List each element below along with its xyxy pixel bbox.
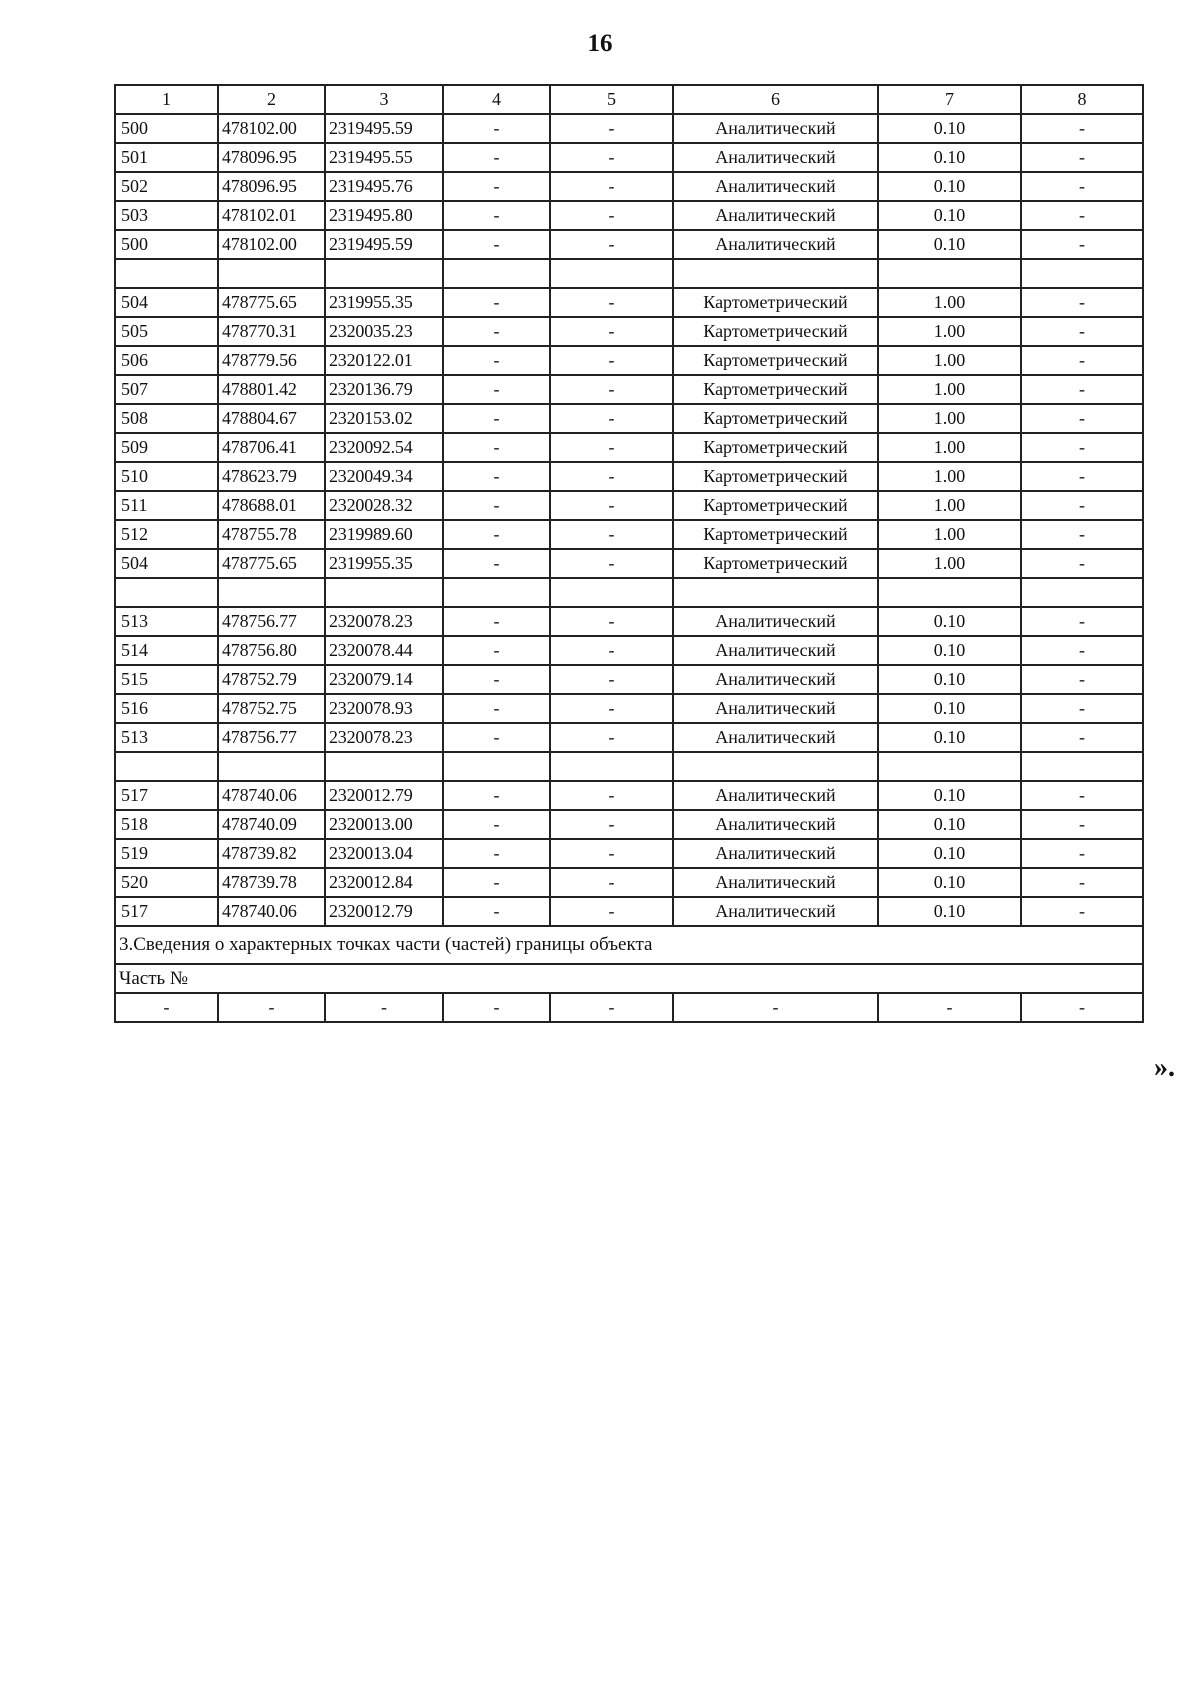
column-number-cell: 8 <box>1021 85 1143 114</box>
table-cell: Аналитический <box>673 781 878 810</box>
table-cell: Картометрический <box>673 433 878 462</box>
empty-cell <box>550 752 673 781</box>
table-cell: - <box>1021 839 1143 868</box>
table-cell: 2320079.14 <box>325 665 443 694</box>
part-number-label: Часть № <box>115 964 1143 993</box>
table-cell: Картометрический <box>673 375 878 404</box>
column-number-cell: 2 <box>218 85 325 114</box>
table-cell: 2320153.02 <box>325 404 443 433</box>
table-cell: - <box>443 694 550 723</box>
closing-quote: ». <box>1154 1052 1175 1083</box>
table-cell: 0.10 <box>878 810 1021 839</box>
table-cell: - <box>443 201 550 230</box>
table-cell: 0.10 <box>878 230 1021 259</box>
table-cell: - <box>550 520 673 549</box>
table-cell: - <box>443 810 550 839</box>
table-cell: 478102.00 <box>218 230 325 259</box>
table-cell: 2320012.79 <box>325 897 443 926</box>
table-cell: 0.10 <box>878 839 1021 868</box>
empty-cell <box>443 752 550 781</box>
table-cell: 0.10 <box>878 607 1021 636</box>
page-number: 16 <box>587 30 613 57</box>
dash-cell: - <box>325 993 443 1022</box>
table-cell: 501 <box>115 143 218 172</box>
dash-cell: - <box>218 993 325 1022</box>
table-cell: - <box>443 230 550 259</box>
table-cell: 506 <box>115 346 218 375</box>
table-cell: - <box>443 839 550 868</box>
table-cell: 1.00 <box>878 491 1021 520</box>
table-cell: 2320078.93 <box>325 694 443 723</box>
table-cell: 512 <box>115 520 218 549</box>
table-cell: 1.00 <box>878 520 1021 549</box>
table-cell: 2320012.79 <box>325 781 443 810</box>
table-cell: 517 <box>115 897 218 926</box>
table-cell: - <box>550 665 673 694</box>
table-cell: 1.00 <box>878 462 1021 491</box>
table-cell: Аналитический <box>673 143 878 172</box>
table-cell: 514 <box>115 636 218 665</box>
table-cell: Аналитический <box>673 636 878 665</box>
table-cell: 0.10 <box>878 897 1021 926</box>
table-cell: 505 <box>115 317 218 346</box>
table-cell: - <box>1021 114 1143 143</box>
table-cell: 478770.31 <box>218 317 325 346</box>
table-row <box>115 897 1143 926</box>
table-cell: - <box>443 288 550 317</box>
table-cell: 2320012.84 <box>325 868 443 897</box>
table-cell: 503 <box>115 201 218 230</box>
table-cell: Аналитический <box>673 201 878 230</box>
table-cell: - <box>550 810 673 839</box>
table-cell: Картометрический <box>673 520 878 549</box>
empty-cell <box>218 259 325 288</box>
table-cell: Картометрический <box>673 491 878 520</box>
column-number-cell: 3 <box>325 85 443 114</box>
table-cell: 478102.00 <box>218 114 325 143</box>
table-cell: 2320122.01 <box>325 346 443 375</box>
table-row <box>115 665 1143 694</box>
table-cell: 478688.01 <box>218 491 325 520</box>
empty-cell <box>443 259 550 288</box>
table-cell: - <box>550 607 673 636</box>
table-cell: - <box>550 288 673 317</box>
section-title: 3.Сведения о характерных точках части (частей) границы объекта <box>115 926 1143 964</box>
table-cell: Аналитический <box>673 172 878 201</box>
spacer-row <box>115 259 1143 288</box>
table-cell: - <box>550 636 673 665</box>
table-cell: 1.00 <box>878 288 1021 317</box>
table-cell: 1.00 <box>878 433 1021 462</box>
table-row <box>115 491 1143 520</box>
table-cell: 507 <box>115 375 218 404</box>
table-cell: 1.00 <box>878 346 1021 375</box>
table-cell: 0.10 <box>878 781 1021 810</box>
table-cell: - <box>550 143 673 172</box>
table-cell: - <box>550 317 673 346</box>
empty-cell <box>673 259 878 288</box>
table-cell: 478801.42 <box>218 375 325 404</box>
table-cell: - <box>550 114 673 143</box>
table-cell: 478775.65 <box>218 549 325 578</box>
table-row <box>115 839 1143 868</box>
empty-cell <box>325 752 443 781</box>
table-cell: Аналитический <box>673 230 878 259</box>
table-row <box>115 114 1143 143</box>
empty-cell <box>115 259 218 288</box>
table-cell: Картометрический <box>673 346 878 375</box>
table-cell: 504 <box>115 288 218 317</box>
table-cell: Аналитический <box>673 694 878 723</box>
empty-cell <box>1021 578 1143 607</box>
column-number-cell: 6 <box>673 85 878 114</box>
table-cell: 2320035.23 <box>325 317 443 346</box>
table-cell: Аналитический <box>673 607 878 636</box>
part-number-row <box>115 964 1143 993</box>
table-cell: 0.10 <box>878 114 1021 143</box>
table-cell: 2319495.59 <box>325 230 443 259</box>
table-cell: 2319955.35 <box>325 288 443 317</box>
table-cell: - <box>1021 723 1143 752</box>
table-cell: - <box>550 897 673 926</box>
table-cell: 511 <box>115 491 218 520</box>
table-cell: - <box>443 636 550 665</box>
table-cell: - <box>1021 433 1143 462</box>
table-cell: 502 <box>115 172 218 201</box>
table-cell: 1.00 <box>878 317 1021 346</box>
table-cell: 0.10 <box>878 201 1021 230</box>
table-cell: 0.10 <box>878 868 1021 897</box>
table-cell: - <box>1021 230 1143 259</box>
table-cell: Аналитический <box>673 810 878 839</box>
table-cell: - <box>550 491 673 520</box>
table-row <box>115 694 1143 723</box>
table-cell: - <box>443 897 550 926</box>
table-cell: - <box>1021 781 1143 810</box>
empty-cell <box>115 752 218 781</box>
table-cell: Аналитический <box>673 665 878 694</box>
table-row <box>115 549 1143 578</box>
table-cell: 478755.78 <box>218 520 325 549</box>
table-cell: Аналитический <box>673 839 878 868</box>
table-cell: - <box>443 723 550 752</box>
table-cell: - <box>443 114 550 143</box>
table-cell: - <box>443 172 550 201</box>
table-cell: 500 <box>115 230 218 259</box>
table-cell: - <box>1021 810 1143 839</box>
dash-cell: - <box>550 993 673 1022</box>
table-cell: - <box>550 694 673 723</box>
table-cell: Картометрический <box>673 317 878 346</box>
empty-part-row <box>115 993 1143 1022</box>
table-cell: - <box>1021 462 1143 491</box>
dash-cell: - <box>443 993 550 1022</box>
table-row <box>115 607 1143 636</box>
table-row <box>115 404 1143 433</box>
table-cell: 513 <box>115 607 218 636</box>
table-cell: - <box>1021 694 1143 723</box>
table-row <box>115 317 1143 346</box>
table-cell: 478804.67 <box>218 404 325 433</box>
table-cell: - <box>1021 375 1143 404</box>
table-cell: 478706.41 <box>218 433 325 462</box>
table-cell: - <box>1021 520 1143 549</box>
table-cell: 510 <box>115 462 218 491</box>
table-cell: 0.10 <box>878 665 1021 694</box>
table-cell: - <box>550 723 673 752</box>
table-cell: - <box>443 607 550 636</box>
table-cell: - <box>550 781 673 810</box>
table-cell: - <box>1021 404 1143 433</box>
empty-cell <box>218 578 325 607</box>
column-numbers-row <box>115 85 1143 114</box>
table-cell: 0.10 <box>878 694 1021 723</box>
table-body <box>115 85 1143 1022</box>
table-row <box>115 143 1143 172</box>
table-cell: 513 <box>115 723 218 752</box>
table-cell: 504 <box>115 549 218 578</box>
table-cell: 478752.75 <box>218 694 325 723</box>
table-cell: - <box>550 549 673 578</box>
table-cell: 478740.06 <box>218 897 325 926</box>
dash-cell: - <box>115 993 218 1022</box>
table-cell: - <box>550 172 673 201</box>
table-cell: Картометрический <box>673 549 878 578</box>
table-cell: 0.10 <box>878 143 1021 172</box>
empty-cell <box>218 752 325 781</box>
table-cell: 478775.65 <box>218 288 325 317</box>
table-cell: - <box>1021 288 1143 317</box>
table-cell: Аналитический <box>673 723 878 752</box>
empty-cell <box>1021 752 1143 781</box>
table-cell: 2320013.00 <box>325 810 443 839</box>
table-cell: - <box>443 665 550 694</box>
table-row <box>115 230 1143 259</box>
table-cell: 2320078.23 <box>325 723 443 752</box>
table-cell: 1.00 <box>878 404 1021 433</box>
empty-cell <box>1021 259 1143 288</box>
table-cell: 519 <box>115 839 218 868</box>
table-cell: 478756.80 <box>218 636 325 665</box>
table-cell: Аналитический <box>673 114 878 143</box>
table-cell: - <box>443 549 550 578</box>
empty-cell <box>325 578 443 607</box>
table-cell: 2320013.04 <box>325 839 443 868</box>
table-cell: - <box>1021 897 1143 926</box>
table-cell: 520 <box>115 868 218 897</box>
table-cell: - <box>1021 491 1143 520</box>
table-cell: - <box>1021 549 1143 578</box>
table-cell: - <box>1021 317 1143 346</box>
spacer-row <box>115 578 1143 607</box>
table-cell: - <box>1021 607 1143 636</box>
table-cell: 508 <box>115 404 218 433</box>
table-cell: - <box>443 375 550 404</box>
table-row <box>115 375 1143 404</box>
table-cell: 509 <box>115 433 218 462</box>
table-cell: - <box>1021 201 1143 230</box>
table-row <box>115 810 1143 839</box>
table-cell: 478740.09 <box>218 810 325 839</box>
table-cell: 478102.01 <box>218 201 325 230</box>
table-row <box>115 723 1143 752</box>
table-cell: 478779.56 <box>218 346 325 375</box>
coordinates-table <box>114 84 1144 1023</box>
empty-cell <box>550 259 673 288</box>
table-cell: 478739.82 <box>218 839 325 868</box>
table-cell: 478096.95 <box>218 172 325 201</box>
table-cell: 517 <box>115 781 218 810</box>
table-cell: Аналитический <box>673 868 878 897</box>
table-cell: - <box>1021 665 1143 694</box>
table-row <box>115 520 1143 549</box>
column-number-cell: 4 <box>443 85 550 114</box>
table-cell: - <box>550 462 673 491</box>
table-cell: Аналитический <box>673 897 878 926</box>
table-cell: 0.10 <box>878 636 1021 665</box>
empty-cell <box>550 578 673 607</box>
empty-cell <box>878 752 1021 781</box>
table-cell: - <box>1021 346 1143 375</box>
spacer-row <box>115 752 1143 781</box>
table-cell: - <box>550 346 673 375</box>
table-cell: - <box>443 868 550 897</box>
table-cell: - <box>1021 143 1143 172</box>
table-cell: 2320078.23 <box>325 607 443 636</box>
table-cell: 0.10 <box>878 172 1021 201</box>
table-row <box>115 462 1143 491</box>
table-cell: Картометрический <box>673 462 878 491</box>
table-cell: - <box>550 230 673 259</box>
table-cell: - <box>443 491 550 520</box>
table-cell: - <box>550 201 673 230</box>
table-cell: 516 <box>115 694 218 723</box>
table-cell: 478756.77 <box>218 723 325 752</box>
table-cell: 2320028.32 <box>325 491 443 520</box>
table-cell: - <box>443 404 550 433</box>
dash-cell: - <box>1021 993 1143 1022</box>
table-row <box>115 346 1143 375</box>
table-cell: - <box>443 317 550 346</box>
table-cell: - <box>443 462 550 491</box>
table-cell: 478096.95 <box>218 143 325 172</box>
table-cell: 2319495.55 <box>325 143 443 172</box>
table-row <box>115 172 1143 201</box>
table-cell: 2319989.60 <box>325 520 443 549</box>
table-cell: 2320078.44 <box>325 636 443 665</box>
table-cell: 518 <box>115 810 218 839</box>
table-cell: Картометрический <box>673 404 878 433</box>
column-number-cell: 7 <box>878 85 1021 114</box>
column-number-cell: 1 <box>115 85 218 114</box>
table-cell: - <box>443 781 550 810</box>
column-number-cell: 5 <box>550 85 673 114</box>
empty-cell <box>115 578 218 607</box>
table-cell: - <box>1021 868 1143 897</box>
empty-cell <box>443 578 550 607</box>
table-cell: - <box>550 404 673 433</box>
table-cell: 2319955.35 <box>325 549 443 578</box>
table-cell: 2320092.54 <box>325 433 443 462</box>
table-cell: Картометрический <box>673 288 878 317</box>
table-cell: - <box>443 433 550 462</box>
empty-cell <box>673 578 878 607</box>
empty-cell <box>878 578 1021 607</box>
table-cell: - <box>443 520 550 549</box>
table-row <box>115 433 1143 462</box>
table-cell: 2319495.80 <box>325 201 443 230</box>
table-cell: 2319495.76 <box>325 172 443 201</box>
table-row <box>115 201 1143 230</box>
table-cell: - <box>443 143 550 172</box>
table-row <box>115 781 1143 810</box>
empty-cell <box>325 259 443 288</box>
section-title-row <box>115 926 1143 964</box>
table-row <box>115 868 1143 897</box>
table-row <box>115 288 1143 317</box>
table-cell: 1.00 <box>878 549 1021 578</box>
empty-cell <box>878 259 1021 288</box>
table-cell: - <box>1021 636 1143 665</box>
table-cell: 515 <box>115 665 218 694</box>
table-cell: 2319495.59 <box>325 114 443 143</box>
table-cell: 1.00 <box>878 375 1021 404</box>
table-cell: 0.10 <box>878 723 1021 752</box>
table-cell: - <box>550 839 673 868</box>
table-cell: 2320049.34 <box>325 462 443 491</box>
dash-cell: - <box>673 993 878 1022</box>
table-cell: 478623.79 <box>218 462 325 491</box>
table-cell: 478752.79 <box>218 665 325 694</box>
empty-cell <box>673 752 878 781</box>
table-cell: 2320136.79 <box>325 375 443 404</box>
table-cell: 478740.06 <box>218 781 325 810</box>
table-row <box>115 636 1143 665</box>
table-cell: - <box>550 868 673 897</box>
table-cell: 500 <box>115 114 218 143</box>
table-cell: 478739.78 <box>218 868 325 897</box>
table-cell: - <box>443 346 550 375</box>
table-cell: - <box>550 375 673 404</box>
table-cell: - <box>550 433 673 462</box>
table-cell: 478756.77 <box>218 607 325 636</box>
table-cell: - <box>1021 172 1143 201</box>
dash-cell: - <box>878 993 1021 1022</box>
